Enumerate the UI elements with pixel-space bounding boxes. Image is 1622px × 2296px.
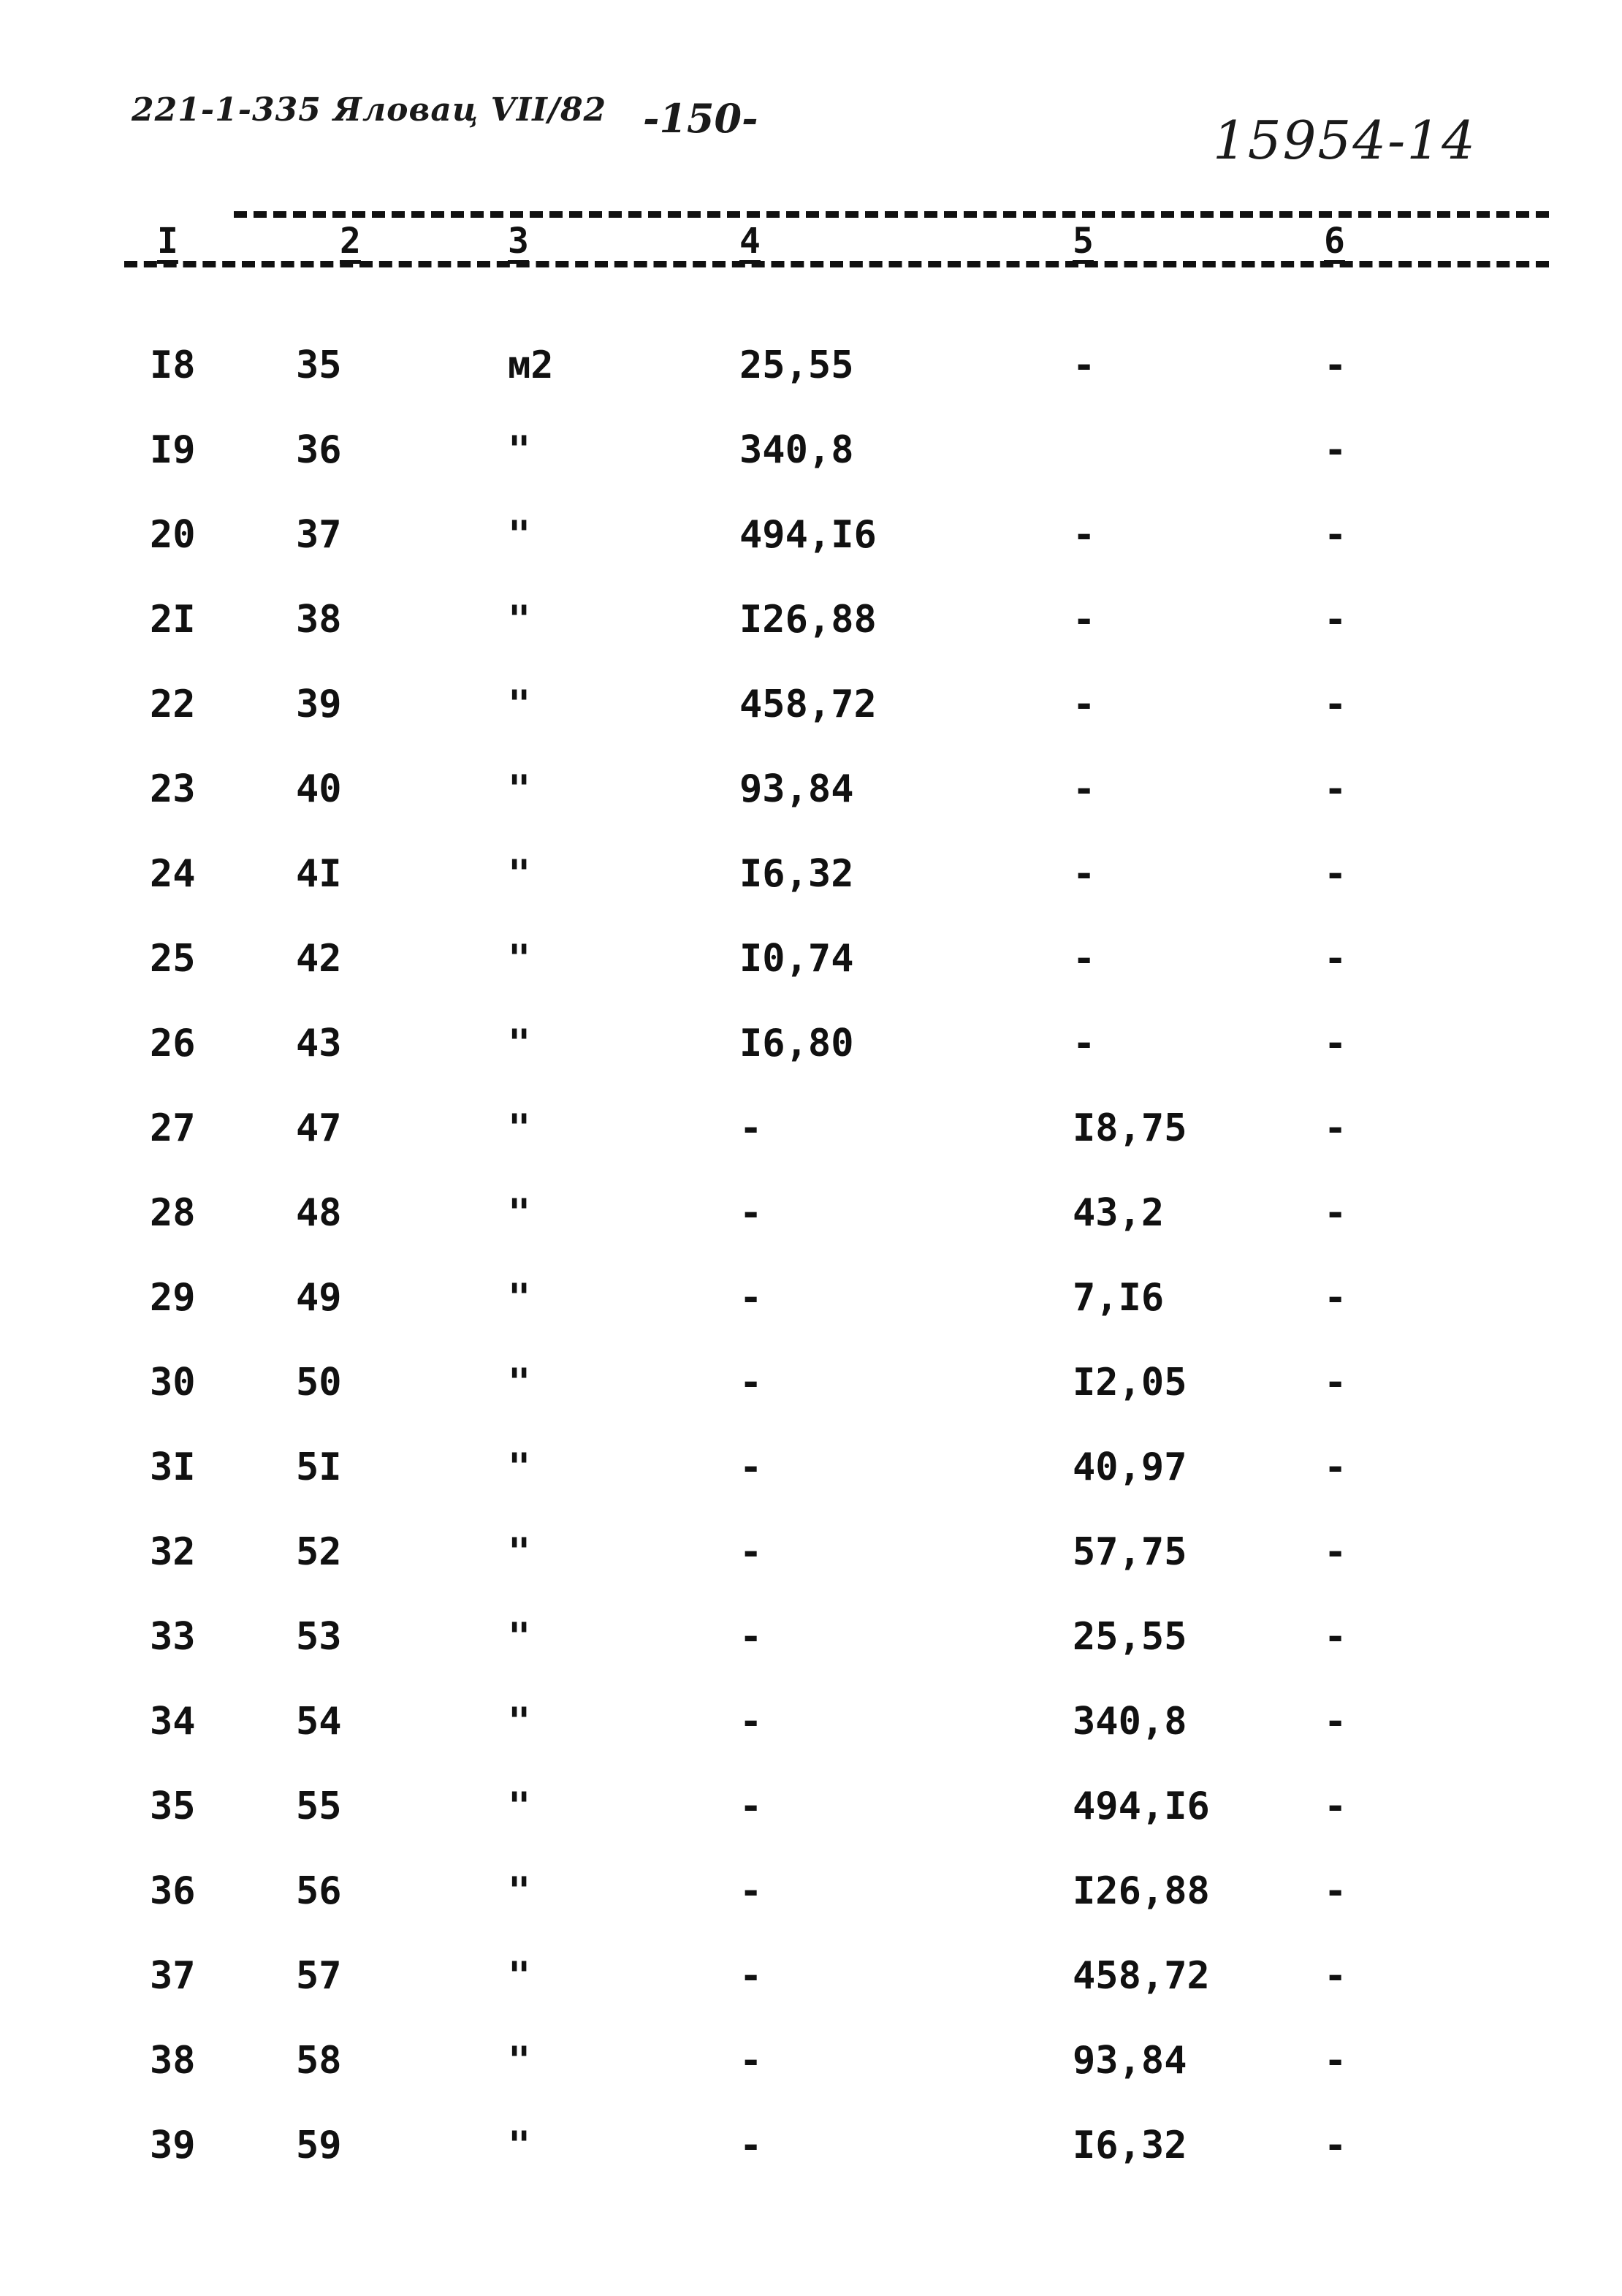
table-body bbox=[0, 343, 1622, 2208]
table-cell-col-2: 36 bbox=[296, 428, 342, 472]
table-cell-col-3: " bbox=[508, 513, 531, 557]
table-row bbox=[0, 1954, 1622, 2039]
column-header-6: 6 bbox=[1324, 221, 1345, 262]
table-cell-col-2: 47 bbox=[296, 1106, 342, 1150]
table-cell-col-6: - bbox=[1324, 1615, 1347, 1659]
table-cell-col-1: 29 bbox=[150, 1276, 196, 1320]
table-cell-col-3: " bbox=[508, 2039, 531, 2083]
table-row bbox=[0, 937, 1622, 1022]
table-cell-col-2: 57 bbox=[296, 1954, 342, 1998]
table-cell-col-6: - bbox=[1324, 428, 1347, 472]
archive-reference-note: 221-1-335 Яловац VII/82 bbox=[132, 91, 607, 129]
table-row bbox=[0, 343, 1622, 428]
table-row bbox=[0, 1784, 1622, 1869]
table-cell-col-5: I26,88 bbox=[1073, 1869, 1210, 1913]
table-cell-col-3: " bbox=[508, 598, 531, 642]
table-cell-col-6: - bbox=[1324, 598, 1347, 642]
table-cell-col-1: 37 bbox=[150, 1954, 196, 1998]
table-row bbox=[0, 683, 1622, 767]
table-cell-col-4: - bbox=[739, 1276, 763, 1320]
column-header-2: 2 bbox=[340, 221, 361, 262]
table-cell-col-2: 50 bbox=[296, 1361, 342, 1404]
table-cell-col-3: " bbox=[508, 937, 531, 981]
table-cell-col-2: 5I bbox=[296, 1445, 342, 1489]
table-cell-col-2: 59 bbox=[296, 2124, 342, 2167]
column-header-4: 4 bbox=[739, 221, 761, 262]
table-cell-col-3: " bbox=[508, 852, 531, 896]
table-cell-col-5: - bbox=[1073, 598, 1096, 642]
table-cell-col-6: - bbox=[1324, 1700, 1347, 1744]
table-row bbox=[0, 1022, 1622, 1106]
table-cell-col-5: 458,72 bbox=[1073, 1954, 1210, 1998]
table-cell-col-6: - bbox=[1324, 1106, 1347, 1150]
table-cell-col-4: 25,55 bbox=[739, 343, 854, 387]
table-cell-col-1: 26 bbox=[150, 1022, 196, 1065]
table-cell-col-5: - bbox=[1073, 937, 1096, 981]
table-cell-col-1: 24 bbox=[150, 852, 196, 896]
table-cell-col-1: 2I bbox=[150, 598, 196, 642]
table-cell-col-1: 23 bbox=[150, 767, 196, 811]
table-cell-col-5: 57,75 bbox=[1073, 1530, 1187, 1574]
table-cell-col-2: 56 bbox=[296, 1869, 342, 1913]
table-cell-col-1: 25 bbox=[150, 937, 196, 981]
table-cell-col-4: 340,8 bbox=[739, 428, 854, 472]
table-cell-col-2: 43 bbox=[296, 1022, 342, 1065]
table-cell-col-4: - bbox=[739, 1869, 763, 1913]
table-cell-col-4: 458,72 bbox=[739, 683, 877, 726]
table-cell-col-1: 34 bbox=[150, 1700, 196, 1744]
table-row bbox=[0, 1191, 1622, 1276]
table-cell-col-5: 43,2 bbox=[1073, 1191, 1165, 1235]
table-cell-col-3: " bbox=[508, 1445, 531, 1489]
table-cell-col-3: " bbox=[508, 1615, 531, 1659]
table-cell-col-2: 42 bbox=[296, 937, 342, 981]
table-cell-col-1: 20 bbox=[150, 513, 196, 557]
header-dashed-line-bottom bbox=[124, 261, 1549, 267]
table-cell-col-1: 38 bbox=[150, 2039, 196, 2083]
column-header-1: I bbox=[157, 221, 178, 262]
table-cell-col-2: 49 bbox=[296, 1276, 342, 1320]
table-cell-col-5: I6,32 bbox=[1073, 2124, 1187, 2167]
table-row bbox=[0, 428, 1622, 513]
table-cell-col-6: - bbox=[1324, 1445, 1347, 1489]
table-cell-col-4: - bbox=[739, 1191, 763, 1235]
table-cell-col-4: I0,74 bbox=[739, 937, 854, 981]
table-cell-col-3: " bbox=[508, 767, 531, 811]
table-cell-col-1: I9 bbox=[150, 428, 196, 472]
table-cell-col-5: I2,05 bbox=[1073, 1361, 1187, 1404]
table-row bbox=[0, 852, 1622, 937]
table-cell-col-1: 35 bbox=[150, 1784, 196, 1828]
table-cell-col-4: I26,88 bbox=[739, 598, 877, 642]
table-row bbox=[0, 1361, 1622, 1445]
table-cell-col-1: 39 bbox=[150, 2124, 196, 2167]
table-cell-col-3: " bbox=[508, 1784, 531, 1828]
table-cell-col-1: 22 bbox=[150, 683, 196, 726]
table-cell-col-6: - bbox=[1324, 1954, 1347, 1998]
table-cell-col-5: 40,97 bbox=[1073, 1445, 1187, 1489]
header-dashed-line-top bbox=[234, 211, 1549, 218]
table-row bbox=[0, 1869, 1622, 1954]
table-cell-col-6: - bbox=[1324, 683, 1347, 726]
table-row bbox=[0, 2039, 1622, 2124]
table-cell-col-1: 27 bbox=[150, 1106, 196, 1150]
table-cell-col-3: " bbox=[508, 1022, 531, 1065]
table-cell-col-4: - bbox=[739, 1530, 763, 1574]
table-cell-col-2: 35 bbox=[296, 343, 342, 387]
table-cell-col-3: " bbox=[508, 1361, 531, 1404]
table-cell-col-6: - bbox=[1324, 1361, 1347, 1404]
table-cell-col-3: " bbox=[508, 1191, 531, 1235]
table-row bbox=[0, 513, 1622, 598]
table-cell-col-6: - bbox=[1324, 1869, 1347, 1913]
table-cell-col-2: 48 bbox=[296, 1191, 342, 1235]
table-cell-col-2: 37 bbox=[296, 513, 342, 557]
table-cell-col-6: - bbox=[1324, 1276, 1347, 1320]
table-cell-col-2: 40 bbox=[296, 767, 342, 811]
table-cell-col-1: 28 bbox=[150, 1191, 196, 1235]
table-cell-col-5: I8,75 bbox=[1073, 1106, 1187, 1150]
table-cell-col-2: 54 bbox=[296, 1700, 342, 1744]
table-cell-col-3: " bbox=[508, 428, 531, 472]
table-cell-col-5: 93,84 bbox=[1073, 2039, 1187, 2083]
table-cell-col-4: - bbox=[739, 1784, 763, 1828]
table-row bbox=[0, 1700, 1622, 1784]
table-cell-col-6: - bbox=[1324, 852, 1347, 896]
table-cell-col-6: - bbox=[1324, 343, 1347, 387]
table-row bbox=[0, 1106, 1622, 1191]
table-cell-col-6: - bbox=[1324, 2039, 1347, 2083]
table-row bbox=[0, 767, 1622, 852]
table-cell-col-3: м2 bbox=[508, 343, 554, 387]
table-cell-col-5: - bbox=[1073, 852, 1096, 896]
table-cell-col-2: 52 bbox=[296, 1530, 342, 1574]
table-cell-col-4: 93,84 bbox=[739, 767, 854, 811]
table-cell-col-5: - bbox=[1073, 343, 1096, 387]
table-cell-col-5: 25,55 bbox=[1073, 1615, 1187, 1659]
table-cell-col-6: - bbox=[1324, 767, 1347, 811]
table-cell-col-4: - bbox=[739, 1106, 763, 1150]
table-row bbox=[0, 598, 1622, 683]
table-cell-col-3: " bbox=[508, 1530, 531, 1574]
table-cell-col-3: " bbox=[508, 1700, 531, 1744]
table-cell-col-5: 340,8 bbox=[1073, 1700, 1187, 1744]
table-cell-col-1: 33 bbox=[150, 1615, 196, 1659]
table-cell-col-3: " bbox=[508, 1869, 531, 1913]
table-cell-col-3: " bbox=[508, 1276, 531, 1320]
table-cell-col-1: I8 bbox=[150, 343, 196, 387]
table-cell-col-6: - bbox=[1324, 1191, 1347, 1235]
table-cell-col-4: - bbox=[739, 1445, 763, 1489]
table-cell-col-4: - bbox=[739, 1361, 763, 1404]
table-cell-col-5: 7,I6 bbox=[1073, 1276, 1165, 1320]
table-cell-col-1: 32 bbox=[150, 1530, 196, 1574]
table-cell-col-2: 39 bbox=[296, 683, 342, 726]
page-number: -150- bbox=[643, 95, 758, 142]
table-cell-col-4: - bbox=[739, 1700, 763, 1744]
table-cell-col-2: 4I bbox=[296, 852, 342, 896]
table-row bbox=[0, 2124, 1622, 2208]
table-cell-col-1: 36 bbox=[150, 1869, 196, 1913]
table-cell-col-2: 58 bbox=[296, 2039, 342, 2083]
table-cell-col-2: 38 bbox=[296, 598, 342, 642]
table-cell-col-5: 494,I6 bbox=[1073, 1784, 1210, 1828]
table-cell-col-6: - bbox=[1324, 1530, 1347, 1574]
column-header-3: 3 bbox=[508, 221, 529, 262]
table-cell-col-5: - bbox=[1073, 683, 1096, 726]
table-cell-col-6: - bbox=[1324, 937, 1347, 981]
table-cell-col-6: - bbox=[1324, 1022, 1347, 1065]
table-cell-col-1: 3I bbox=[150, 1445, 196, 1489]
table-cell-col-5: - bbox=[1073, 513, 1096, 557]
table-cell-col-2: 53 bbox=[296, 1615, 342, 1659]
table-row bbox=[0, 1276, 1622, 1361]
table-cell-col-6: - bbox=[1324, 1784, 1347, 1828]
table-row bbox=[0, 1530, 1622, 1615]
table-cell-col-6: - bbox=[1324, 513, 1347, 557]
table-cell-col-5: - bbox=[1073, 767, 1096, 811]
table-cell-col-3: " bbox=[508, 683, 531, 726]
column-header-5: 5 bbox=[1073, 221, 1094, 262]
table-cell-col-4: I6,32 bbox=[739, 852, 854, 896]
table-row bbox=[0, 1445, 1622, 1530]
table-cell-col-4: - bbox=[739, 1615, 763, 1659]
table-cell-col-3: " bbox=[508, 1954, 531, 1998]
table-row bbox=[0, 1615, 1622, 1700]
table-cell-col-1: 30 bbox=[150, 1361, 196, 1404]
table-cell-col-4: 494,I6 bbox=[739, 513, 877, 557]
table-cell-col-3: " bbox=[508, 2124, 531, 2167]
table-cell-col-5: - bbox=[1073, 1022, 1096, 1065]
table-cell-col-2: 55 bbox=[296, 1784, 342, 1828]
table-cell-col-3: " bbox=[508, 1106, 531, 1150]
table-cell-col-6: - bbox=[1324, 2124, 1347, 2167]
table-cell-col-4: - bbox=[739, 2124, 763, 2167]
document-number: 15954-14 bbox=[1213, 110, 1477, 171]
table-cell-col-4: - bbox=[739, 1954, 763, 1998]
table-cell-col-4: I6,80 bbox=[739, 1022, 854, 1065]
table-cell-col-4: - bbox=[739, 2039, 763, 2083]
